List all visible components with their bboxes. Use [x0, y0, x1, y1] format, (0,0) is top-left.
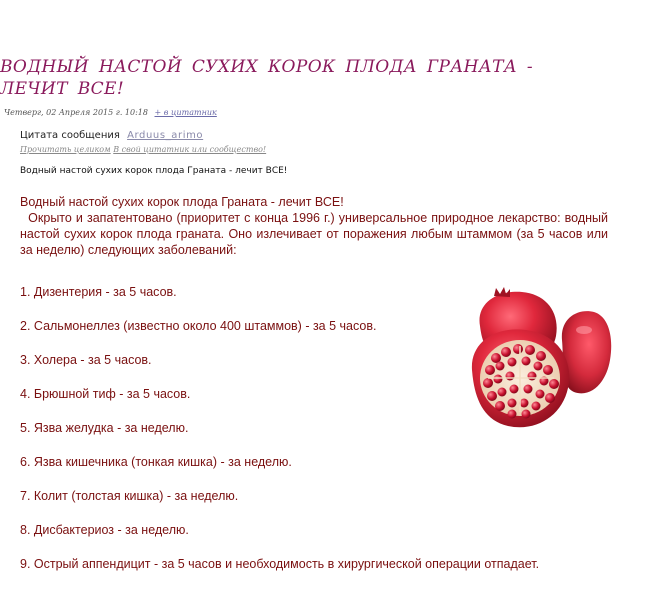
article-body [20, 194, 608, 258]
save-to-quotebook-link[interactable]: В свой цитатник или сообщество! [113, 145, 267, 154]
list-item: 9. Острый аппендицит - за 5 часов и необходимость в хирургической операции отпадает. [20, 557, 540, 571]
post-date: Четверг, 02 Апреля 2015 г. 10:18 [4, 108, 148, 117]
pomegranate-image [466, 286, 612, 436]
list-item: 7. Колит (толстая кишка) - за неделю. [20, 489, 239, 503]
post-meta [4, 108, 217, 117]
read-links [20, 145, 266, 154]
quote-source [20, 130, 203, 141]
list-item: 8. Дисбактериоз - за неделю. [20, 523, 189, 537]
list-item: 2. Сальмонеллез (известно около 400 штаммов) - за 5 часов. [20, 319, 377, 333]
list-item: 1. Дизентерия - за 5 часов. [20, 285, 177, 299]
post-title: ВОДНЫЙ НАСТОЙ СУХИХ КОРОК ПЛОДА ГРАНАТА - ЛЕЧИТ ВСЕ! [0, 57, 534, 99]
list-item: 3. Холера - за 5 часов. [20, 353, 152, 367]
add-to-quotebook-link[interactable]: + в цитатник [154, 108, 217, 117]
list-item: 5. Язва желудка - за неделю. [20, 421, 189, 435]
list-item: 4. Брюшной тиф - за 5 часов. [20, 387, 191, 401]
list-item: 6. Язва кишечника (тонкая кишка) - за неделю. [20, 455, 292, 469]
quote-label: Цитата сообщения [20, 130, 120, 141]
article-heading: Водный настой сухих корок плода Граната - лечит ВСЕ! [20, 195, 344, 209]
article-intro: Окрыто и запатентовано (приоритет с конца 1996 г.) универсальное природное лекарство: водный настой сухих корок плода граната. Оно излечивает от поражения любым штаммом (за 5 часов или за неделю) следующих заболеваний: [20, 211, 608, 257]
read-full-link[interactable]: Прочитать целиком [20, 145, 111, 154]
quote-author-link[interactable]: Arduus_arimo [127, 130, 204, 141]
quote-subtitle: Водный настой сухих корок плода Граната - лечит ВСЕ! [20, 166, 288, 176]
